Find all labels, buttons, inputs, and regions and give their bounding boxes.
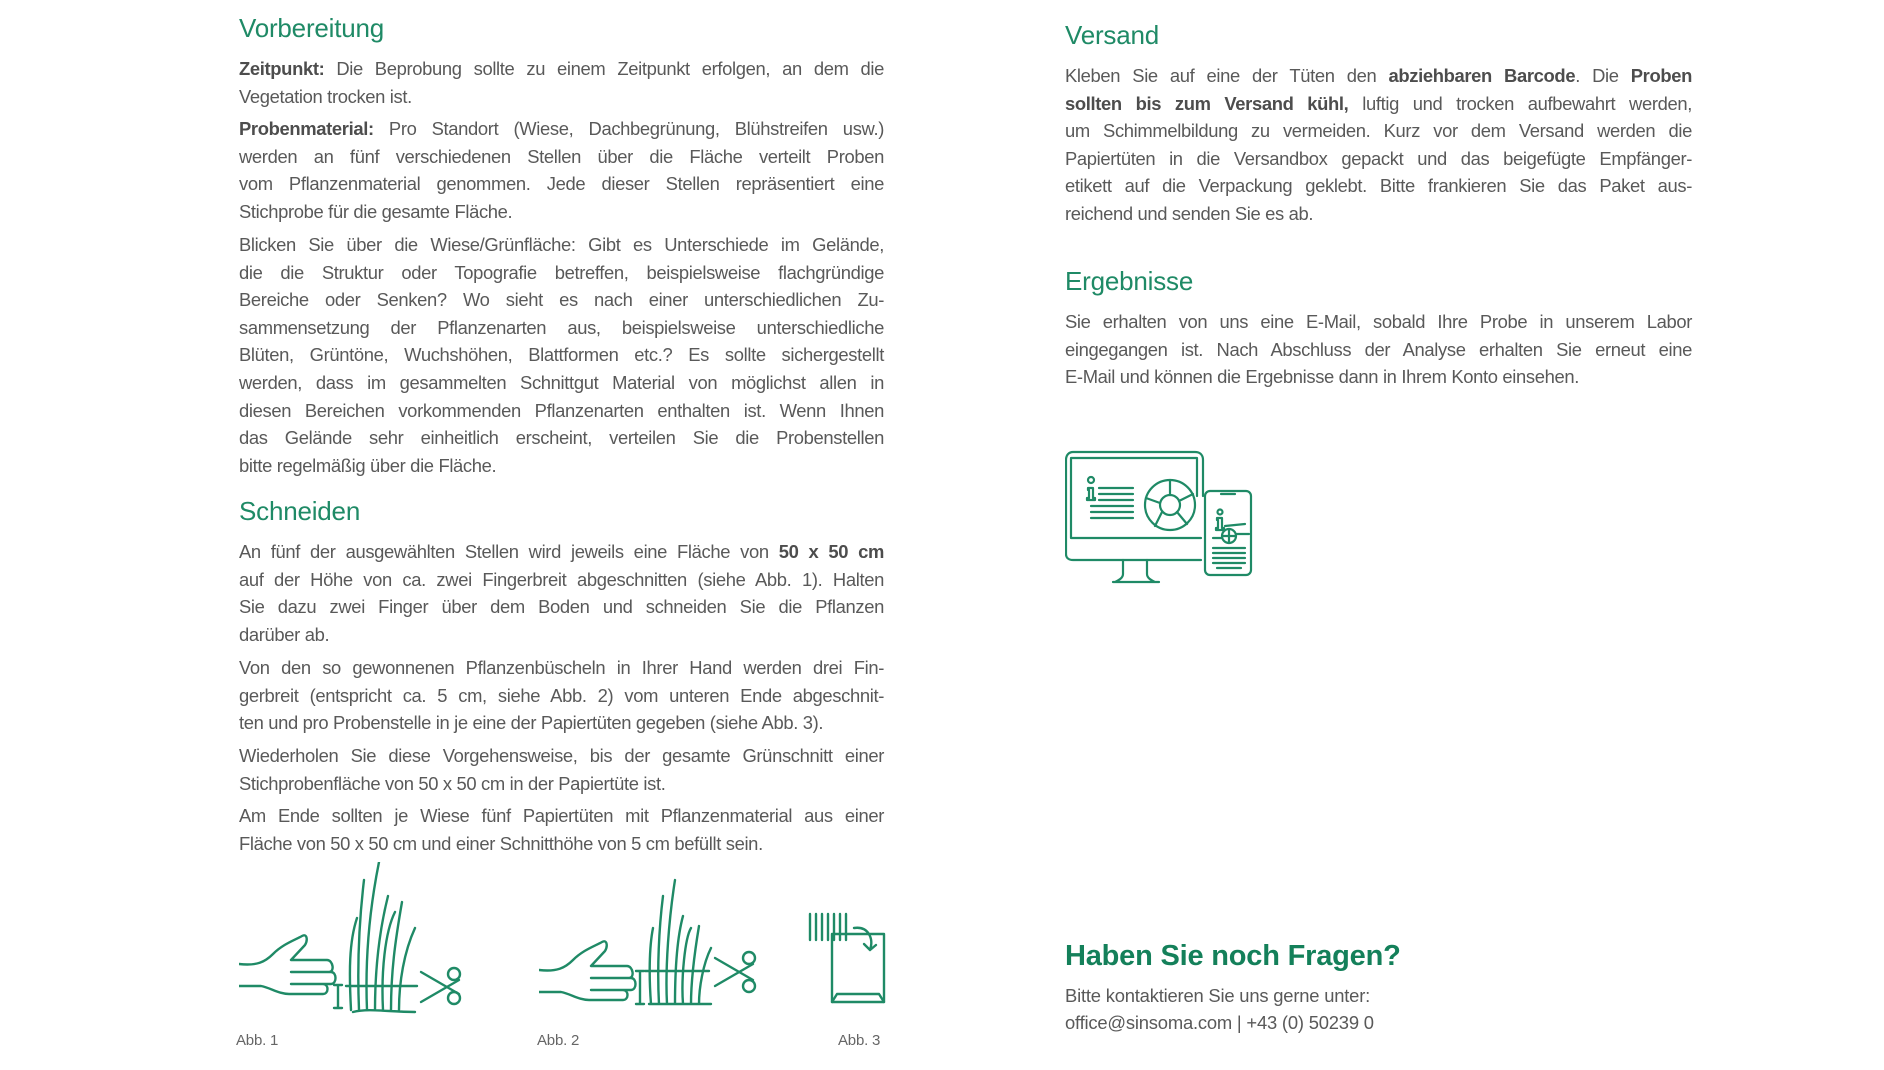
bold-text: 50 x 50 cm (778, 541, 884, 562)
text-line (239, 654, 884, 682)
text: Sie erhalten von uns eine E-Mail, sobald Ihre Probe in unserem Labor (1065, 311, 1692, 332)
text: Die Beprobung sollte zu einem Zeitpunkt erfolgen, an dem die (324, 58, 884, 79)
text-line (239, 143, 884, 171)
text: Blüten, Grüntöne, Wuchshöhen, Blattformen etc.? Es sollte sichergestellt (239, 344, 884, 366)
text: vom Pflanzenmaterial genommen. Jede dieser Stellen repräsentiert eine (239, 173, 884, 195)
text-line (239, 259, 884, 287)
bold-text: Probenmaterial: (239, 118, 374, 139)
text: Stichprobenfläche von 50 x 50 cm in der Papiertüte ist. (239, 772, 666, 794)
text: Vegetation trocken ist. (239, 85, 412, 107)
text: Blicken Sie über die Wiese/Grünfläche: Gibt es Unterschiede im Gelände, (239, 234, 884, 255)
text-line (239, 115, 884, 143)
bold-text: Zeitpunkt: (239, 58, 325, 79)
text-line (1065, 363, 1692, 391)
paragraph-versand (1065, 62, 1692, 228)
text-line (239, 742, 884, 770)
text: um Schimmelbildung zu vermeiden. Kurz vor dem Versand werden die (1065, 120, 1692, 142)
text-line (239, 593, 884, 621)
text: auf der Höhe von ca. zwei Fingerbreit abgeschnitten (siehe Abb. 1). Halten (239, 568, 884, 590)
section-title-schneiden: Schneiden (239, 496, 361, 526)
text: werden, dass im gesammelten Schnittgut Material von möglichst allen in (239, 371, 884, 393)
text: E-Mail und können die Ergebnisse dann in Ihrem Konto einsehen. (1065, 366, 1580, 388)
figure-label-2: Abb. 2 (537, 1032, 580, 1049)
text: sammensetzung der Pflanzenarten aus, beispielsweise unterschiedliche (239, 316, 884, 338)
text-line (239, 170, 884, 198)
text: werden an fünf verschiedenen Stellen über die Fläche verteilt Proben (239, 145, 884, 167)
bold-text: abziehbaren Barcode (1388, 65, 1576, 86)
contact-email-phone[interactable]: office@sinsoma.com | +43 (0) 50239 0 (1065, 1012, 1374, 1033)
bold-text: Proben (1630, 65, 1692, 86)
paragraph-schneiden-4 (239, 802, 884, 857)
text-line (239, 314, 884, 342)
figure-2-hand-grass-scissors-icon (539, 878, 764, 1014)
text-line (1065, 200, 1692, 228)
text-line (239, 682, 884, 710)
text-line (239, 397, 884, 425)
figure-1-hand-grass-scissors-icon (239, 862, 464, 1020)
text-line (239, 621, 884, 649)
text-line (239, 369, 884, 397)
text: Von den so gewonnenen Pflanzenbüscheln in Ihrer Hand werden drei Fin- (239, 657, 884, 678)
text-line (239, 538, 884, 566)
figure-label-1: Abb. 1 (236, 1032, 279, 1049)
paragraph-schneiden-1 (239, 538, 884, 648)
text-line (239, 286, 884, 314)
text: Am Ende sollten je Wiese fünf Papiertüten mit Pflanzenmaterial aus einer (239, 805, 884, 826)
section-title-ergebnisse: Ergebnisse (1065, 266, 1194, 296)
section-title-vorbereitung: Vorbereitung (239, 13, 385, 43)
text: . Die (1575, 65, 1631, 86)
text-line (239, 770, 884, 798)
paragraph-blicken (239, 231, 884, 479)
paragraph-zeitpunkt (239, 55, 884, 110)
text-line (1065, 62, 1692, 90)
text-line (1065, 145, 1692, 173)
text-line (239, 55, 884, 83)
text-line (1065, 172, 1692, 200)
figure-3-grass-into-bag-icon (806, 910, 886, 1016)
paragraph-schneiden-2 (239, 654, 884, 737)
text: Sie dazu zwei Finger über dem Boden und schneiden Sie die Pflanzen (239, 596, 884, 618)
text-line (1065, 308, 1692, 336)
text: bitte regelmäßig über die Fläche. (239, 454, 497, 476)
text-line (239, 566, 884, 594)
text: An fünf der ausgewählten Stellen wird jeweils eine Fläche von (239, 541, 779, 562)
text-line (239, 424, 884, 452)
text-line (1065, 336, 1692, 364)
text-line (239, 341, 884, 369)
text-line (239, 830, 884, 858)
text: ten und pro Probenstelle in je eine der Papiertüten gegeben (siehe Abb. 3). (239, 712, 824, 734)
text: etikett auf die Verpackung geklebt. Bitte frankieren Sie das Paket aus- (1065, 175, 1692, 197)
text: Stichprobe für die gesamte Fläche. (239, 200, 513, 222)
paragraph-ergebnisse (1065, 308, 1692, 391)
contact-line-1: Bitte kontaktieren Sie uns gerne unter: (1065, 985, 1371, 1006)
text-line (239, 231, 884, 259)
paragraph-schneiden-3 (239, 742, 884, 797)
text: Kleben Sie auf eine der Tüten den (1065, 65, 1389, 86)
text: Bereiche oder Senken? Wo sieht es nach einer unterschiedlichen Zu- (239, 289, 884, 311)
figure-label-3: Abb. 3 (838, 1032, 881, 1049)
monitor-and-phone-results-icon (1065, 450, 1255, 586)
text-line (239, 198, 884, 226)
text: Papiertüten in die Versandbox gepackt und das beigefügte Empfänger- (1065, 147, 1692, 169)
text: reichend und senden Sie es ab. (1065, 202, 1314, 224)
text-line (239, 452, 884, 480)
bold-text: sollten bis zum Versand kühl, (1065, 92, 1349, 114)
text: darüber ab. (239, 623, 330, 645)
text: eingegangen ist. Nach Abschluss der Analyse erhalten Sie erneut eine (1065, 338, 1692, 360)
text: Pro Standort (Wiese, Dachbegrünung, Blühstreifen usw.) (373, 118, 884, 139)
text: das Gelände sehr einheitlich erscheint, verteilen Sie die Probenstellen (239, 427, 884, 449)
paragraph-probenmaterial (239, 115, 884, 225)
text: luftig und trocken aufbewahrt werden, (1348, 92, 1692, 114)
text: die die Struktur oder Topografie betreffen, beispielsweise flachgründige (239, 261, 884, 283)
text-line (239, 83, 884, 111)
section-title-versand: Versand (1065, 20, 1160, 50)
text-line (239, 709, 884, 737)
text: gerbreit (entspricht ca. 5 cm, siehe Abb. 2) vom unteren Ende abgeschnit- (239, 684, 884, 706)
text-line (1065, 90, 1692, 118)
contact-title: Haben Sie noch Fragen? (1065, 940, 1401, 972)
text: Wiederholen Sie diese Vorgehensweise, bis der gesamte Grünschnitt einer (239, 745, 884, 766)
text: diesen Bereichen vorkommenden Pflanzenarten enthalten ist. Wenn Ihnen (239, 399, 884, 421)
text-line (239, 802, 884, 830)
text: Fläche von 50 x 50 cm und einer Schnitthöhe von 5 cm befüllt sein. (239, 832, 763, 854)
text-line (1065, 117, 1692, 145)
